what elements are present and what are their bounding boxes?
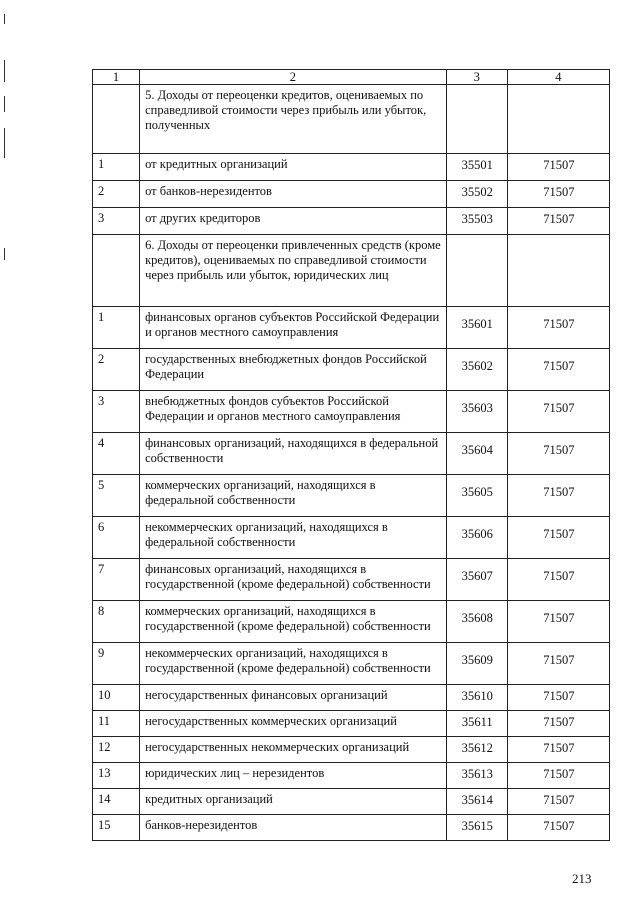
- account-code: 35503: [446, 208, 507, 235]
- table-row: [93, 763, 610, 789]
- symbol-code: 71507: [507, 643, 609, 685]
- symbol-code: 71507: [507, 517, 609, 559]
- table-row: [93, 685, 610, 711]
- page-number: 213: [572, 871, 592, 886]
- symbol-code: 71507: [507, 601, 609, 643]
- table-row: [93, 391, 610, 433]
- symbol-code: 71507: [507, 391, 609, 433]
- row-text: государственных внебюджетных фондов Российской Федерации: [140, 349, 447, 391]
- row-number: 6: [93, 517, 140, 559]
- row-text: банков-нерезидентов: [140, 815, 447, 841]
- table-row: [93, 815, 610, 841]
- row-text: негосударственных финансовых организаций: [140, 685, 447, 711]
- row-number: 9: [93, 643, 140, 685]
- accounts-table: [92, 69, 610, 841]
- table-row: [93, 711, 610, 737]
- account-code: 35608: [446, 601, 507, 643]
- table-row: [93, 307, 610, 349]
- column-header: 1: [93, 70, 140, 85]
- binding-mark: [4, 248, 5, 260]
- row-text: кредитных организаций: [140, 789, 447, 815]
- symbol-code: 71507: [507, 208, 609, 235]
- account-code: 35613: [446, 763, 507, 789]
- table-row: [93, 643, 610, 685]
- row-number: 15: [93, 815, 140, 841]
- row-number: 4: [93, 433, 140, 475]
- row-number: 1: [93, 307, 140, 349]
- account-code: 35614: [446, 789, 507, 815]
- symbol-code: 71507: [507, 349, 609, 391]
- row-number: 7: [93, 559, 140, 601]
- row-text: коммерческих организаций, находящихся в федеральной собственности: [140, 475, 447, 517]
- row-text: внебюджетных фондов субъектов Российской Федерации и органов местного самоуправления: [140, 391, 447, 433]
- account-code: 35612: [446, 737, 507, 763]
- row-number: 13: [93, 763, 140, 789]
- account-code: 35502: [446, 181, 507, 208]
- row-text: от других кредиторов: [140, 208, 447, 235]
- symbol-code: 71507: [507, 154, 609, 181]
- symbol-code: 71507: [507, 789, 609, 815]
- table-row: [93, 433, 610, 475]
- account-code: 35611: [446, 711, 507, 737]
- account-code: 35610: [446, 685, 507, 711]
- row-text: некоммерческих организаций, находящихся в федеральной собственности: [140, 517, 447, 559]
- row-number: 3: [93, 391, 140, 433]
- table-row: [93, 349, 610, 391]
- row-text: от банков-нерезидентов: [140, 181, 447, 208]
- row-number: 2: [93, 181, 140, 208]
- table-row: [93, 475, 610, 517]
- row-number: 12: [93, 737, 140, 763]
- account-code: 35603: [446, 391, 507, 433]
- row-text: некоммерческих организаций, находящихся в государственной (кроме федеральной) собственности: [140, 643, 447, 685]
- row-text: финансовых организаций, находящихся в государственной (кроме федеральной) собственности: [140, 559, 447, 601]
- table-row: [93, 789, 610, 815]
- account-code: 35606: [446, 517, 507, 559]
- symbol-code: 71507: [507, 737, 609, 763]
- account-code: 35501: [446, 154, 507, 181]
- section-heading-row: [93, 235, 610, 307]
- binding-mark: [4, 96, 5, 112]
- binding-mark: [4, 60, 5, 82]
- account-code: 35601: [446, 307, 507, 349]
- symbol-code: 71507: [507, 307, 609, 349]
- row-number: 8: [93, 601, 140, 643]
- table-row: [93, 517, 610, 559]
- symbol-code: 71507: [507, 763, 609, 789]
- symbol-code: 71507: [507, 685, 609, 711]
- row-number: 14: [93, 789, 140, 815]
- row-number: 5: [93, 475, 140, 517]
- column-header: 2: [140, 70, 447, 85]
- row-text: финансовых организаций, находящихся в федеральной собственности: [140, 433, 447, 475]
- row-number: 1: [93, 154, 140, 181]
- binding-mark: [4, 14, 5, 24]
- table-row: [93, 154, 610, 181]
- symbol-code: 71507: [507, 433, 609, 475]
- account-code: 35607: [446, 559, 507, 601]
- section-heading-row: [93, 85, 610, 154]
- row-text: юридических лиц – нерезидентов: [140, 763, 447, 789]
- section-title: 5. Доходы от переоценки кредитов, оцениваемых по справедливой стоимости через прибыль или убыток, полученных: [140, 85, 447, 154]
- symbol-code: 71507: [507, 181, 609, 208]
- table-row: [93, 208, 610, 235]
- symbol-code: 71507: [507, 559, 609, 601]
- symbol-code: 71507: [507, 815, 609, 841]
- table-header-row: [93, 70, 610, 85]
- column-header: 4: [507, 70, 609, 85]
- row-number: 3: [93, 208, 140, 235]
- account-code: 35602: [446, 349, 507, 391]
- row-number: 2: [93, 349, 140, 391]
- symbol-code: 71507: [507, 475, 609, 517]
- account-code: 35615: [446, 815, 507, 841]
- account-code: 35604: [446, 433, 507, 475]
- table-row: [93, 181, 610, 208]
- section-title: 6. Доходы от переоценки привлеченных средств (кроме кредитов), оцениваемых по справедливой стоимости через прибыль или убыток, юридических лиц: [140, 235, 447, 307]
- table-row: [93, 559, 610, 601]
- row-number: 11: [93, 711, 140, 737]
- binding-mark: [4, 128, 5, 158]
- row-text: негосударственных коммерческих организаций: [140, 711, 447, 737]
- account-code: 35609: [446, 643, 507, 685]
- row-text: коммерческих организаций, находящихся в государственной (кроме федеральной) собственности: [140, 601, 447, 643]
- account-code: 35605: [446, 475, 507, 517]
- symbol-code: 71507: [507, 711, 609, 737]
- column-header: 3: [446, 70, 507, 85]
- table-row: [93, 601, 610, 643]
- row-text: от кредитных организаций: [140, 154, 447, 181]
- row-text: финансовых органов субъектов Российской Федерации и органов местного самоуправления: [140, 307, 447, 349]
- row-text: негосударственных некоммерческих организаций: [140, 737, 447, 763]
- row-number: 10: [93, 685, 140, 711]
- table-row: [93, 737, 610, 763]
